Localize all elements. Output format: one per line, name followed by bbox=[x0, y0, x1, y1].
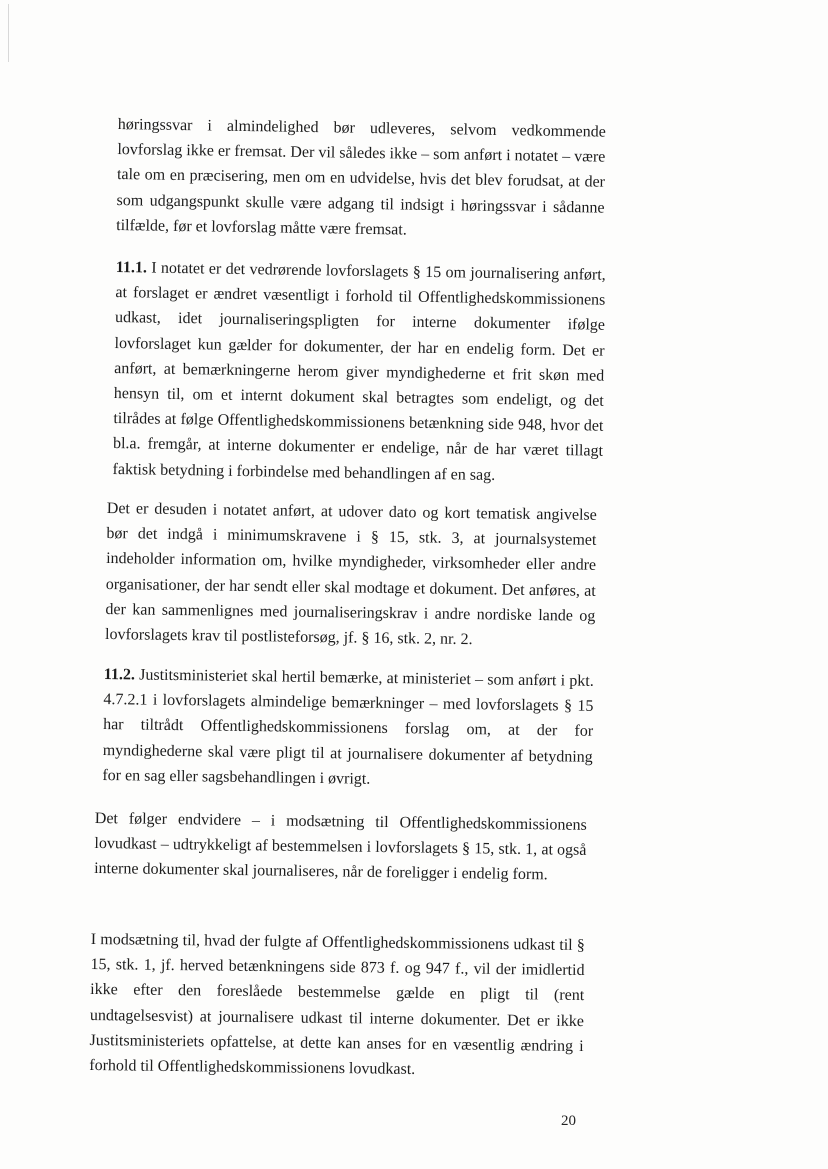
paragraph-drafts bbox=[89, 927, 585, 1084]
paragraph-continuation bbox=[116, 112, 606, 246]
paragraph-text: I notatet er det vedrørende lovforslagets § 15 om journalisering anført, at forslaget er ændret væsentligt i forhold til Offentlighedskommissionens udkast, idet journaliseringspligten for interne dokumenter ifølge lovforslaget kun gælder for dokumenter, der har en endelig form. Det er anført, at bemærkningerne herom giver myndighederne et frit skøn med hensyn til, om et internt dokument skal betragtes som endeligt, og det tilrådes at følge Offentlighedskommissionens betænkning side 948, hvor det bl.a. fremgår, at interne dokumenter er endelige, når de har været tillagt faktisk betydning i forbindelse med behandlingen af en sag. bbox=[112, 259, 606, 484]
paragraph-11-1 bbox=[112, 255, 606, 489]
page-number: 20 bbox=[561, 1113, 576, 1129]
scan-edge-line bbox=[8, 4, 9, 62]
paragraph-text: Det er desuden i notatet anført, at udover dato og kort tematisk angivelse bør det indgå i minimumskravene i § 15, stk. 3, at journalsystemet indeholder information om, hvilke myndigheder, virksomheder eller andre organisationer, der har sendt eller skal modtage et dokument. Det anføres, at der kan sammenlignes med journaliseringskrav i andre nordiske lande og lovforslagets krav til postlisteforsøg, jf. § 16, stk. 2, nr. 2. bbox=[104, 499, 597, 649]
section-number: 11.2. bbox=[103, 665, 136, 684]
paragraph-internal-documents bbox=[94, 806, 587, 888]
paragraph-minimum-requirements bbox=[105, 496, 597, 654]
paragraph-text: høringssvar i almindelighed bør udleveres, selvom vedkommende lovforslag ikke er fremsat. Der vil således ikke – som anført i notatet – være tale om en præcisering, men om en udvidelse, hvis det blev forudsat, at der som udgangspunkt skulle være adgang til indsigt i høringssvar i sådanne tilfælde, før et lovforslag måtte være fremsat. bbox=[116, 115, 606, 239]
paragraph-text: I modsætning til, hvad der fulgte af Offentlighedskommissionens udkast til § 15, stk. 1, jf. herved betænkningens side 873 f. og 947 f., vil der imidlertid ikke efter den foreslåede bestemmelse gælde en pligt til (rent undtagelsesvist) at journalisere udkast til interne dokumenter. Det er ikke Justitsministeriets opfattelse, at dette kan anses for en væsentlig ændring i forhold til Offentlighedskommissionens lovudkast. bbox=[89, 930, 585, 1078]
section-number: 11.1. bbox=[115, 258, 148, 277]
paragraph-11-2 bbox=[102, 662, 594, 795]
paragraph-text: Justitsministeriet skal hertil bemærke, at ministeriet – som anført i pkt. 4.7.2.1 i lovforslagets almindelige bemærkninger – med lovforslagets § 15 har tiltrådt Offentlighedskommissionens forslag om, at der for myndighederne skal være pligt til at journalisere dokumenter af betydning for en sag eller sagsbehandlingen i øvrigt. bbox=[102, 666, 594, 788]
paragraph-text: Det følger endvidere – i modsætning til Offentlighedskommissionens lovudkast – udtrykkeligt af bestemmelsen i lovforslagets § 15, stk. 1, at også interne dokumenter skal journaliseres, når de foreligger i endelig form. bbox=[94, 809, 587, 884]
